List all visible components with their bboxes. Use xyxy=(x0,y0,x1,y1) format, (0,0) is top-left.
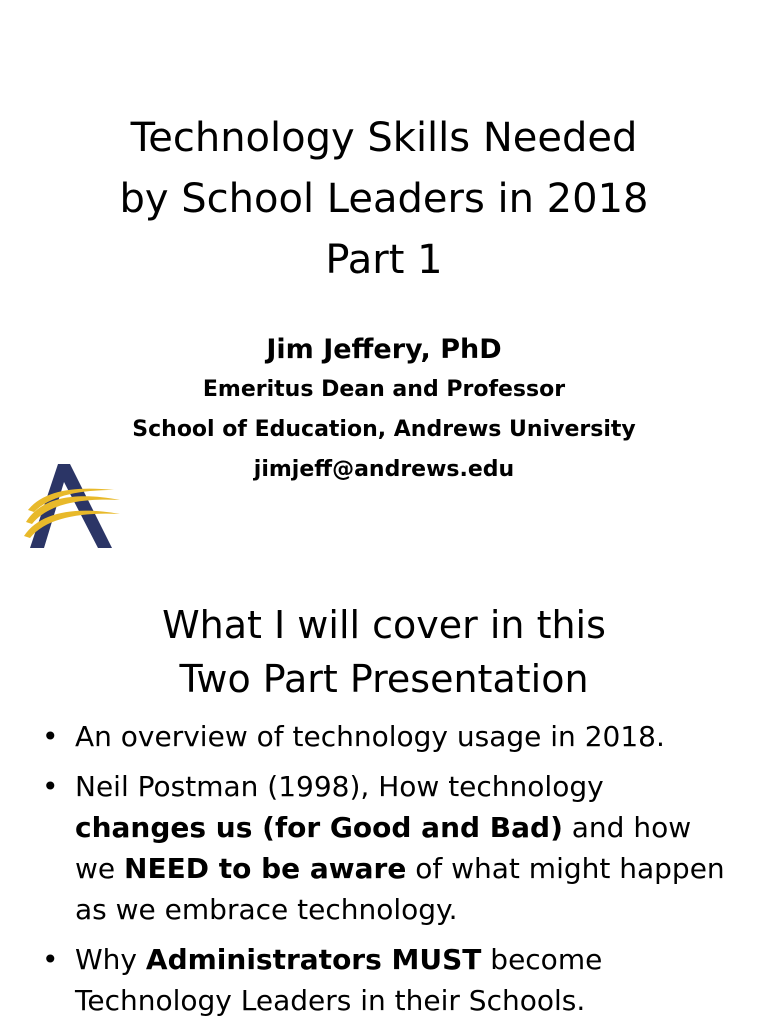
overview-slide xyxy=(0,576,768,1024)
presentation-title xyxy=(0,108,768,291)
bullet-text-emphasis: changes us (for Good and Bad) xyxy=(75,811,563,844)
author-name: Jim Jeffery, PhD xyxy=(266,334,502,365)
bullet-text-part: Neil Postman (1998), How technology xyxy=(75,770,604,803)
bullet-text-part: and how we xyxy=(75,811,692,885)
andrews-university-logo-icon xyxy=(22,462,122,552)
bullet-text-emphasis: Administrators MUST xyxy=(145,943,482,976)
bullet-text-part: An overview of technology usage in 2018. xyxy=(75,720,665,753)
overview-title-line-2: Two Part Presentation xyxy=(179,657,589,701)
bullet-dot-icon: • xyxy=(42,943,59,976)
bullet-item xyxy=(42,939,732,1021)
bullet-text xyxy=(75,943,602,1017)
bullet-text xyxy=(75,720,665,753)
title-line-1: Technology Skills Needed xyxy=(130,115,638,161)
overview-title xyxy=(0,598,768,706)
overview-title-line-1: What I will cover in this xyxy=(162,603,606,647)
author-role: Emeritus Dean and Professor xyxy=(202,377,566,402)
title-line-3: Part 1 xyxy=(325,237,443,283)
bullet-text-emphasis: NEED to be aware xyxy=(124,852,407,885)
bullet-text-part: Why xyxy=(75,943,146,976)
bullet-item xyxy=(42,766,732,930)
title-line-2: by School Leaders in 2018 xyxy=(119,176,649,222)
bullet-dot-icon: • xyxy=(42,770,59,803)
bullet-item xyxy=(42,716,732,757)
bullet-text-part: become Technology Leaders in their Schools. xyxy=(75,943,603,1017)
overview-bullet-list xyxy=(42,716,732,1030)
author-email: jimjeff@andrews.edu xyxy=(253,457,515,482)
bullet-text-part: of what might happen as we embrace technology. xyxy=(75,852,725,926)
author-affiliation: School of Education, Andrews University xyxy=(132,417,636,442)
bullet-text xyxy=(75,770,725,926)
bullet-dot-icon: • xyxy=(42,720,59,753)
